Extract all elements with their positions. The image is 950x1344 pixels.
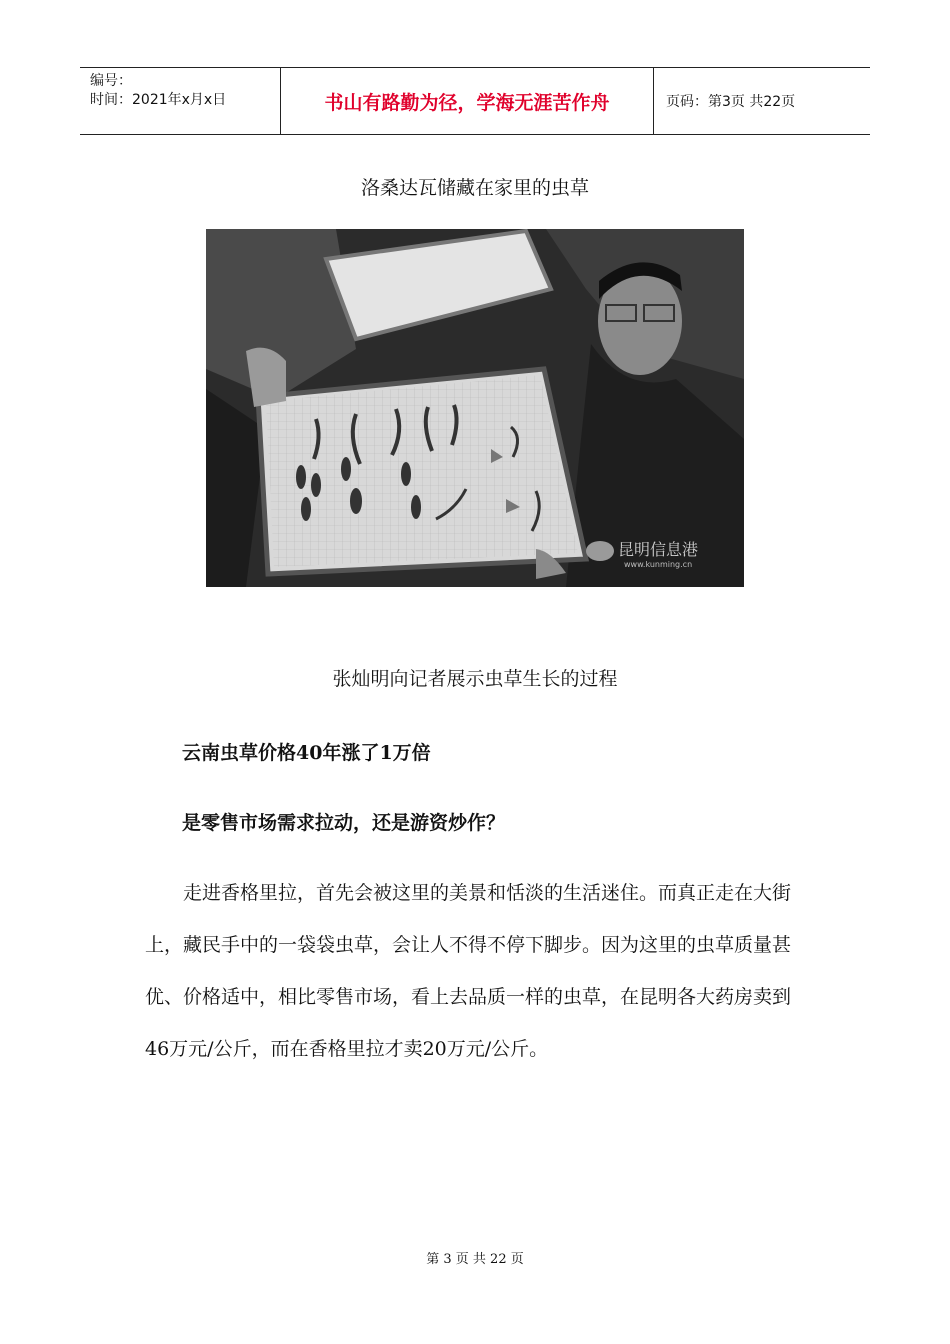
heading-question: 是零售市场需求拉动，还是游资炒作？ — [182, 812, 506, 834]
heading-price: 云南虫草价格40年涨了1万倍 — [182, 742, 431, 764]
time-label: 时间：2021年x月x日 — [90, 92, 227, 108]
watermark-text: 昆明信息港 — [618, 540, 699, 559]
header-page-info: 页码：第3页 共22页 — [666, 94, 796, 110]
caption-top: 洛桑达瓦储藏在家里的虫草 — [360, 177, 589, 199]
specimen-photo — [206, 229, 744, 587]
watermark-url: www.kunming.cn — [624, 560, 693, 569]
header-motto: 书山有路勤为径，学海无涯苦作舟 — [281, 68, 654, 134]
header-meta — [80, 68, 281, 134]
page-footer: 第 3 页 共 22 页 — [426, 1252, 524, 1267]
page-header — [80, 67, 870, 135]
number-label: 编号： — [90, 73, 132, 89]
caption-photo: 张灿明向记者展示虫草生长的过程 — [332, 668, 618, 690]
paragraph-text: 走进香格里拉，首先会被这里的美景和恬淡的生活迷住。而真正走在大街上，藏民手中的一袋袋虫草，会让人不得不停下脚步。因为这里的虫草质量甚优、价格适中，相比零售市场，看上去品质一样的虫草，在昆明各大药房卖到46万元/公斤，而在香格里拉才卖20万元/公斤。 — [145, 882, 792, 1060]
photo-illustration — [206, 229, 744, 587]
body-paragraph — [145, 867, 805, 1075]
